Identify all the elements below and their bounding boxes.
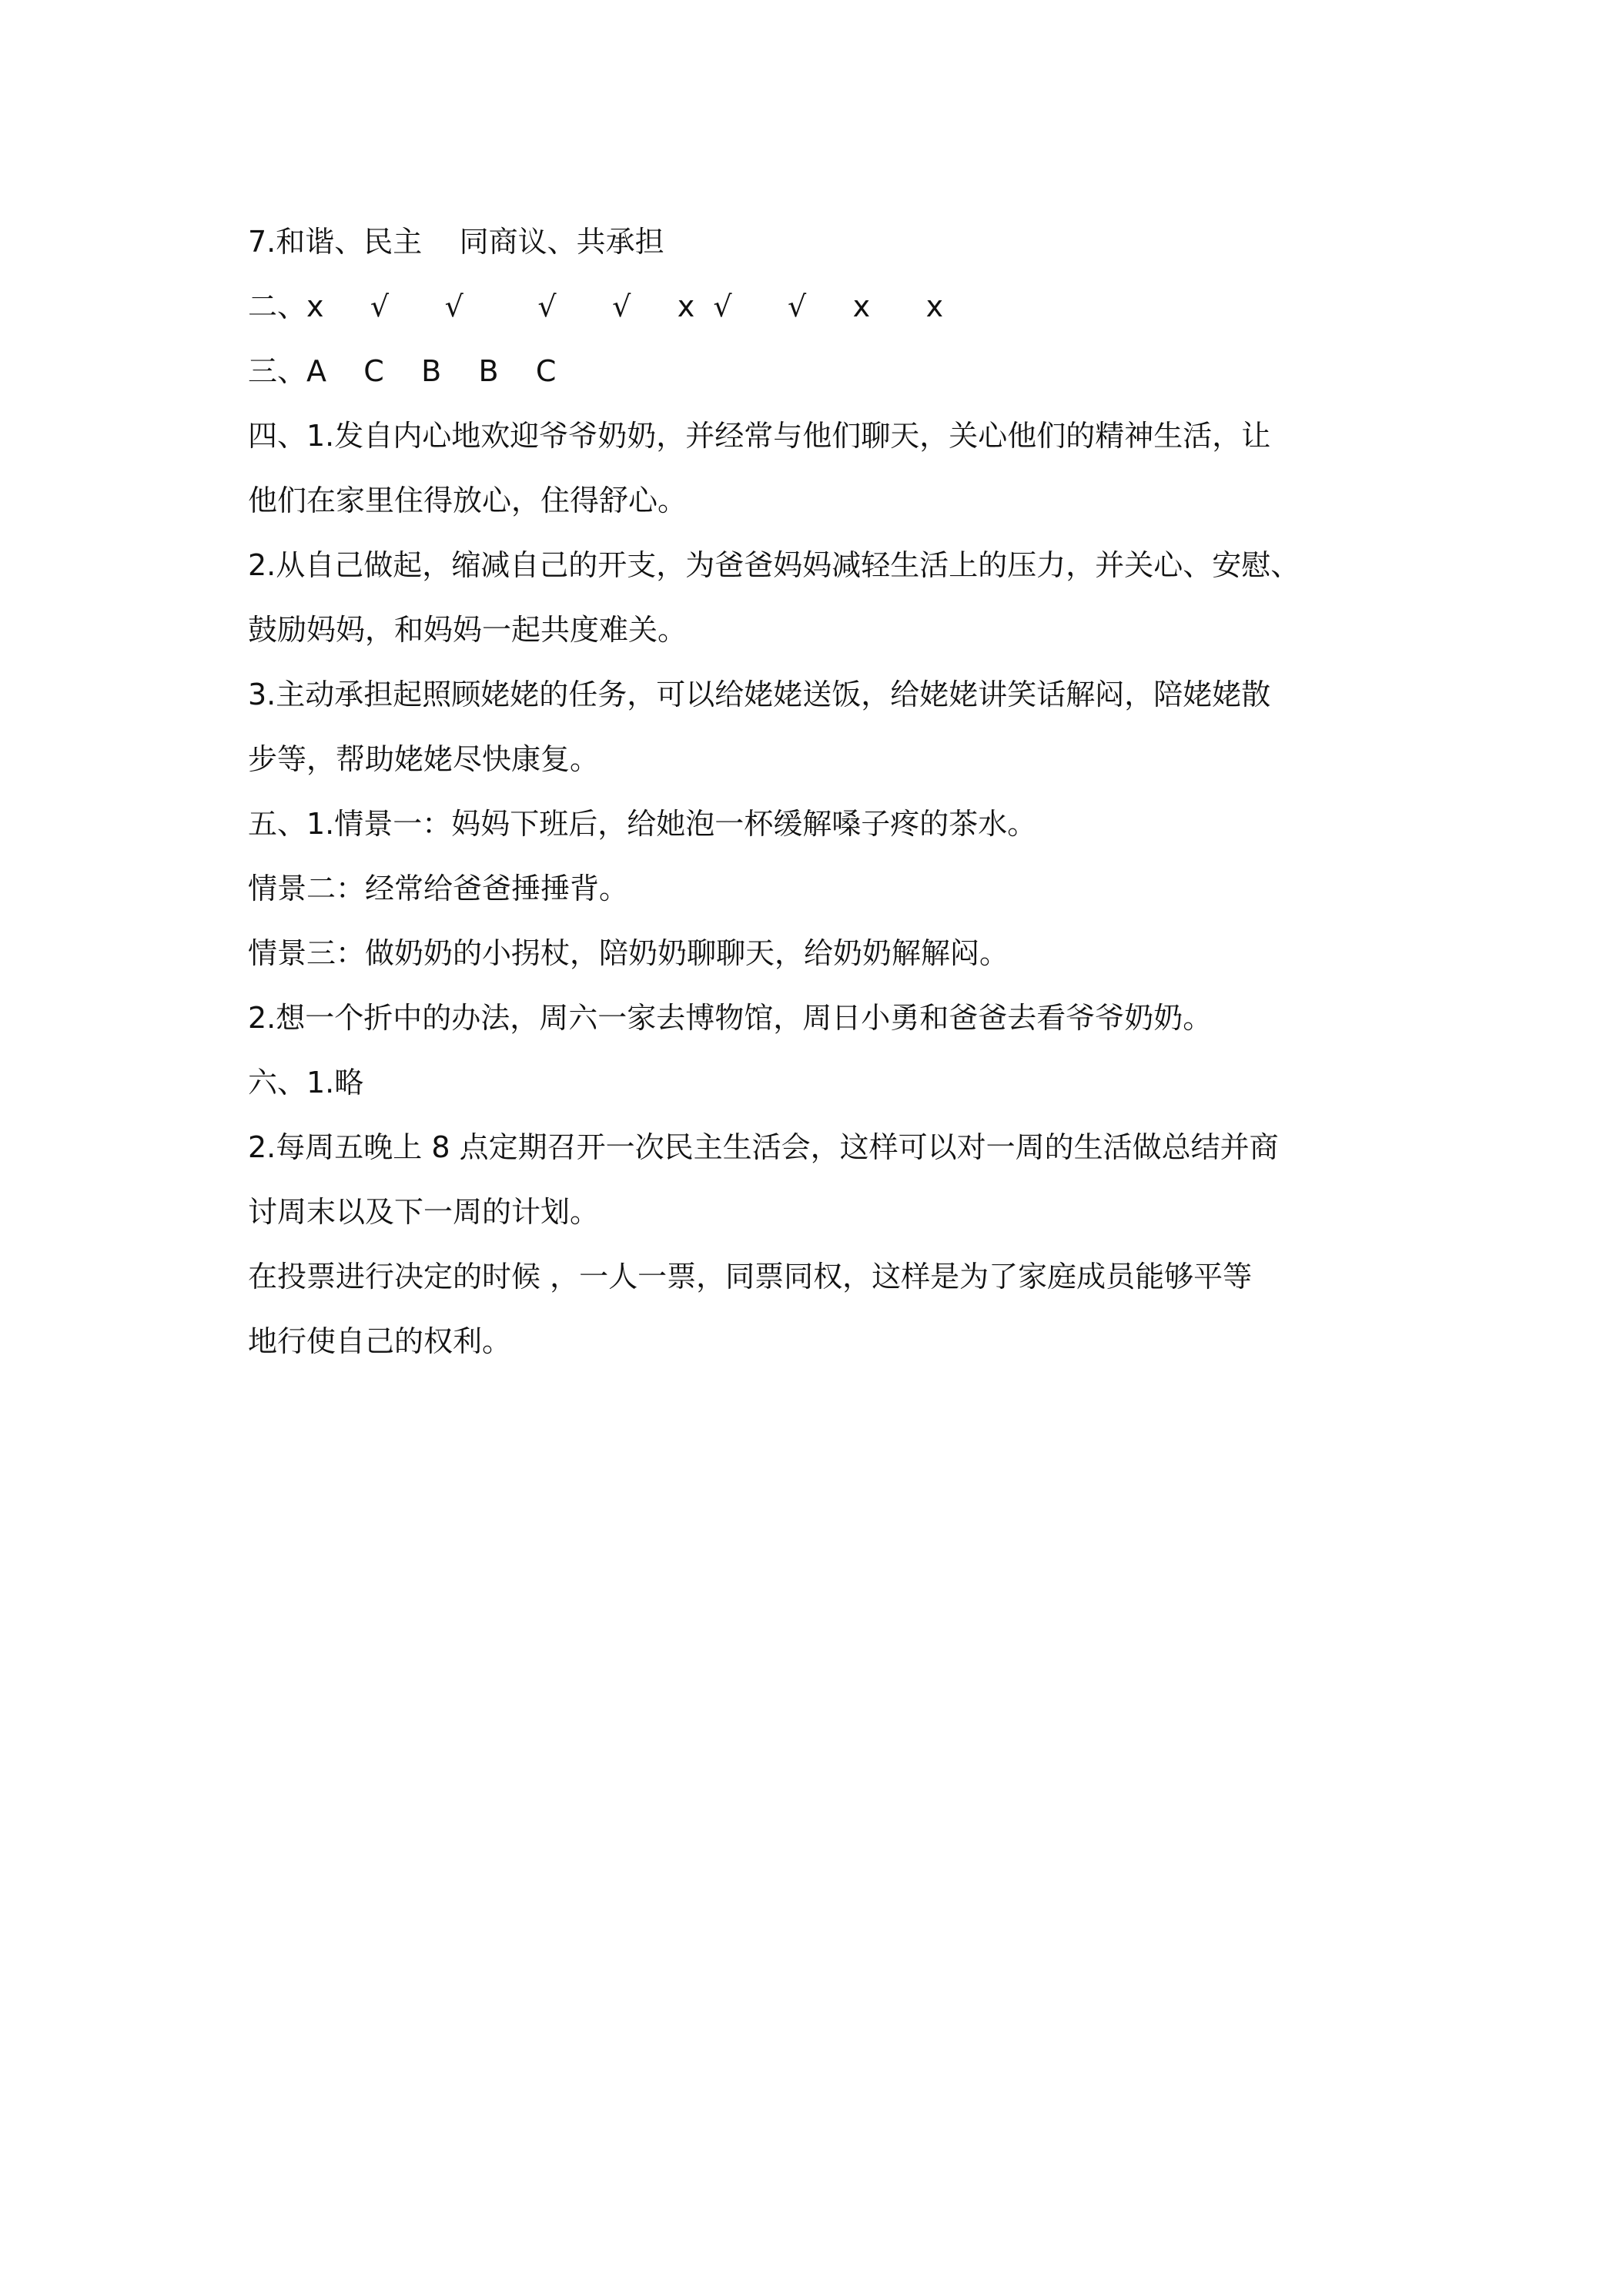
answer-section-4-item-3	[248, 662, 1387, 792]
text-line: 在投票进行决定的时候 ，一人一票，同票同权，这样是为了家庭成员能够平等	[248, 1260, 1253, 1294]
answer-section-4-item-1	[248, 403, 1387, 533]
answer-section-3-choices: 三、A C B B C	[248, 354, 557, 388]
answer-section-5-scene-1	[248, 792, 1387, 856]
answer-section-5-item-2	[248, 986, 1387, 1050]
text-line: 四、1.发自内心地欢迎爷爷奶奶，并经常与他们聊天，关心他们的精神生活，让	[248, 419, 1271, 453]
answer-section-6-item-1	[248, 1050, 1387, 1115]
text-line: 他们在家里住得放心，住得舒心。	[248, 484, 688, 517]
answer-section-5-scene-2	[248, 856, 1387, 921]
answer-section-5-scene-3	[248, 921, 1387, 986]
text-line: 步等，帮助姥姥尽快康复。	[248, 742, 600, 776]
text-line: 2.每周五晚上 8 点定期召开一次民主生活会，这样可以对一周的生活做总结并商	[248, 1130, 1279, 1164]
answer-content	[248, 209, 1387, 1374]
answer-section-6-item-2	[248, 1115, 1387, 1244]
text-line: 鼓励妈妈，和妈妈一起共度难关。	[248, 613, 688, 647]
text-line: 情景三：做奶奶的小拐杖，陪奶奶聊聊天，给奶奶解解闷。	[248, 936, 1009, 970]
text-line: 3.主动承担起照顾姥姥的任务，可以给姥姥送饭，给姥姥讲笑话解闷，陪姥姥散	[248, 678, 1271, 711]
text-line: 五、1.情景一：妈妈下班后，给她泡一杯缓解嗓子疼的茶水。	[248, 807, 1037, 841]
text-line: 2.从自己做起，缩减自己的开支，为爸爸妈妈减轻生活上的压力，并关心、安慰、	[248, 548, 1300, 582]
text-line: 2.想一个折中的办法，周六一家去博物馆，周日小勇和爸爸去看爷爷奶奶。	[248, 1001, 1213, 1035]
answer-section-6-voting	[248, 1244, 1387, 1374]
text-line: 六、1.略	[248, 1066, 364, 1099]
text-line: 情景二：经常给爸爸捶捶背。	[248, 872, 629, 905]
text-line: 地行使自己的权利。	[248, 1324, 512, 1358]
answer-line-7: 7.和谐、民主 同商议、共承担	[248, 225, 664, 259]
text-line: 讨周末以及下一周的计划。	[248, 1195, 600, 1229]
answer-section-4-item-2	[248, 533, 1387, 662]
answer-section-2-true-false: 二、x √ √ √ √ x √ √ x x	[248, 290, 944, 323]
